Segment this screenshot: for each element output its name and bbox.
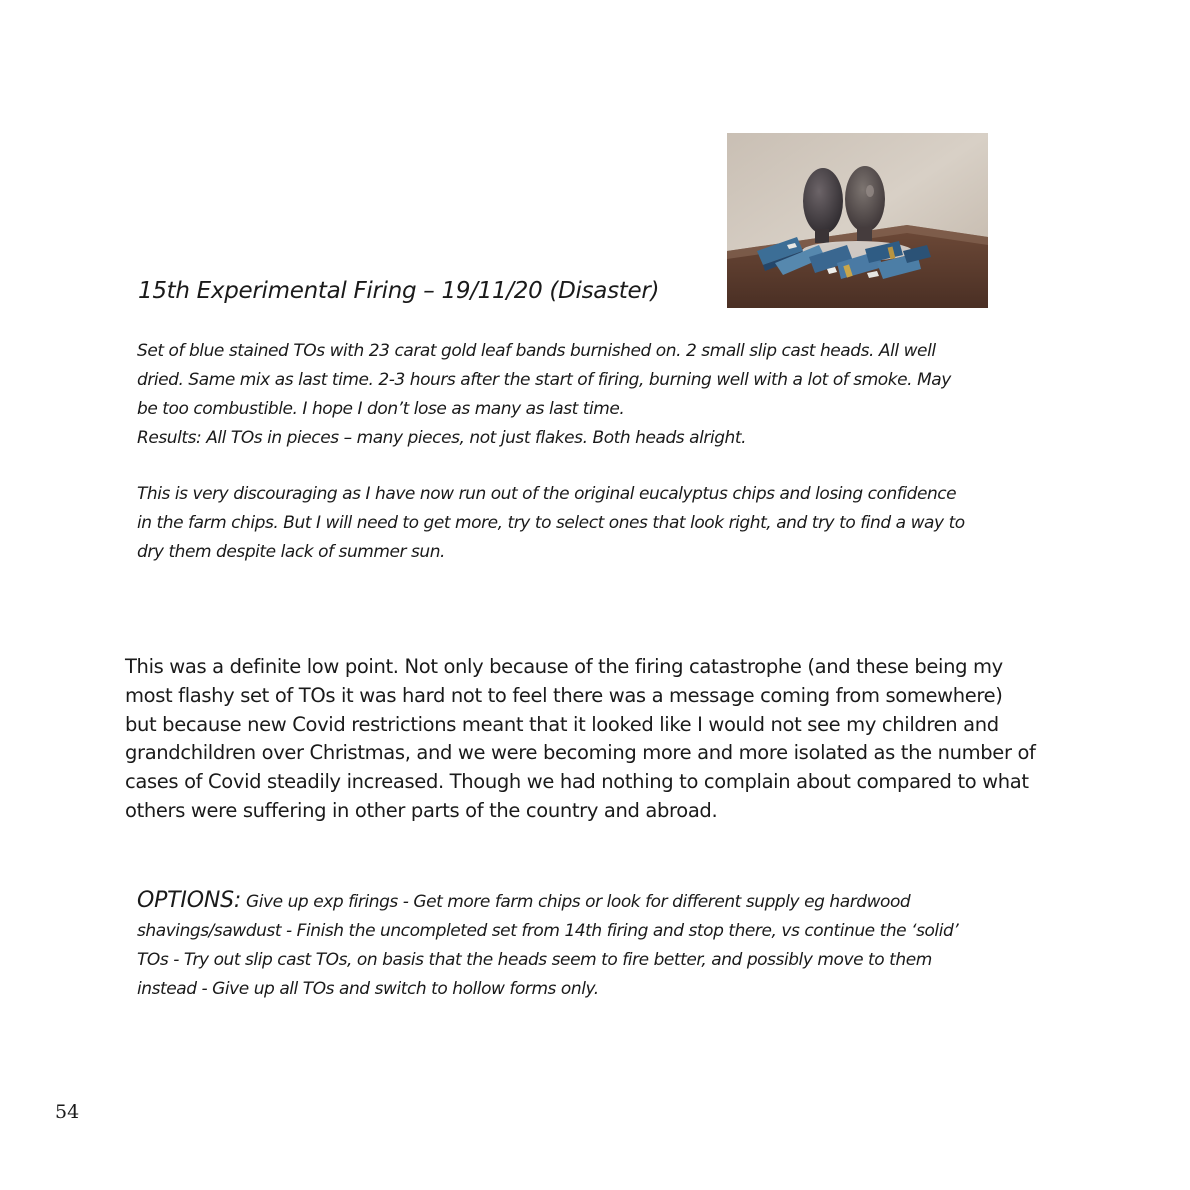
paragraph-line: but because new Covid restrictions meant that it looked like I would not see my children and	[125, 712, 999, 736]
notes-line: dried. Same mix as last time. 2-3 hours after the start of firing, burning well with a lot of smoke. May	[137, 370, 951, 390]
body-paragraph	[125, 653, 1085, 826]
notes-line: This is very discouraging as I have now run out of the original eucalyptus chips and losing confidence	[137, 484, 957, 504]
notes-line: be too combustible. I hope I don’t lose as many as last time.	[137, 399, 625, 419]
notes-line: dry them despite lack of summer sun.	[137, 542, 445, 562]
firing-notes-reflection	[137, 480, 1072, 567]
paragraph-line: cases of Covid steadily increased. Though we had nothing to complain about compared to what	[125, 770, 1029, 794]
page-title: 15th Experimental Firing – 19/11/20 (Disaster)	[138, 278, 660, 304]
paragraph-line: most flashy set of TOs it was hard not to feel there was a message coming from somewhere)	[125, 683, 1003, 707]
options-label: OPTIONS:	[137, 888, 242, 913]
options-line: shavings/sawdust - Finish the uncompleted set from 14th firing and stop there, vs continue the ‘solid’	[137, 921, 959, 941]
firing-notes	[137, 337, 1072, 453]
firing-results-photo	[727, 133, 988, 308]
options-line: instead - Give up all TOs and switch to hollow forms only.	[137, 979, 599, 999]
options-section	[137, 886, 1077, 1004]
paragraph-line: This was a definite low point. Not only because of the firing catastrophe (and these being my	[125, 655, 1003, 678]
options-line: TOs - Try out slip cast TOs, on basis that the heads seem to fire better, and possibly move to them	[137, 950, 932, 970]
paragraph-line: others were suffering in other parts of the country and abroad.	[125, 798, 718, 822]
page-number: 54	[55, 1101, 80, 1123]
notes-line: Set of blue stained TOs with 23 carat gold leaf bands burnished on. 2 small slip cast heads. All well	[137, 341, 936, 361]
notes-line: in the farm chips. But I will need to get more, try to select ones that look right, and try to find a way to	[137, 513, 965, 533]
options-line	[137, 886, 1077, 917]
results-line: Results: All TOs in pieces – many pieces, not just flakes. Both heads alright.	[137, 428, 747, 448]
options-first-line: Give up exp firings - Get more farm chips or look for different supply eg hardwood	[241, 892, 911, 912]
paragraph-line: grandchildren over Christmas, and we were becoming more and more isolated as the number of	[125, 741, 1036, 765]
